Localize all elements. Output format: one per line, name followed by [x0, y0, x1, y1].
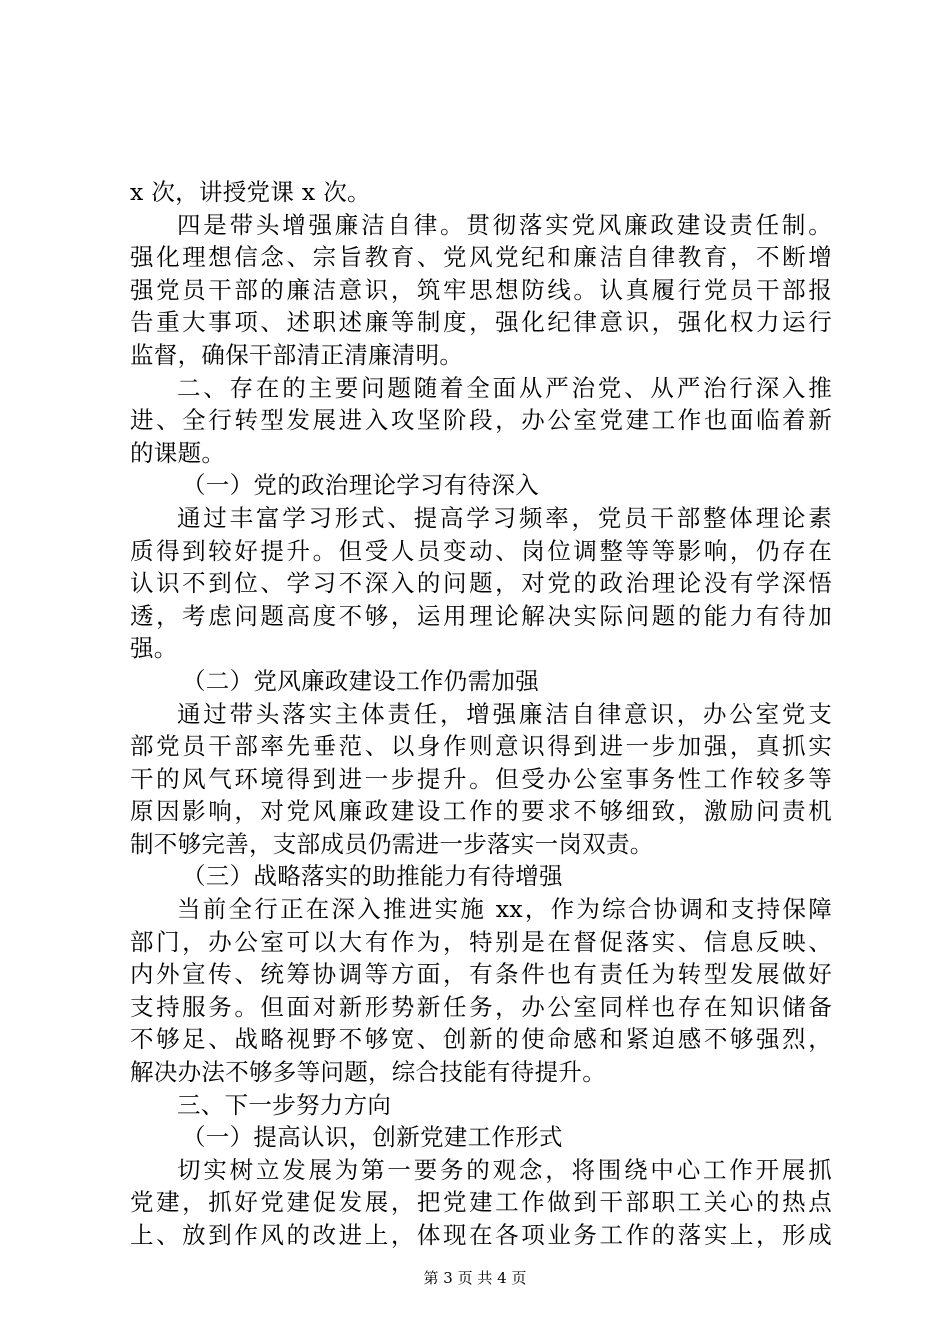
text-line: 不够足、战略视野不够宽、创新的使命感和紧迫感不够强烈，: [130, 1025, 832, 1054]
text-line: 原因影响，对党风廉政建设工作的要求不够细致，激励问责机: [130, 797, 832, 826]
text-line: 的课题。: [130, 438, 226, 467]
subsection-heading: （二）党风廉政建设工作仍需加强: [182, 666, 539, 695]
text-line: 强。: [130, 634, 178, 663]
text-line: 干的风气环境得到进一步提升。但受办公室事务性工作较多等: [130, 764, 832, 793]
subsection-heading: （三）战略落实的助推能力有待增强: [182, 862, 563, 891]
subsection-heading: （一）提高认识，创新党建工作形式: [182, 1123, 563, 1152]
page-footer: 第 3 页 共 4 页: [423, 1269, 527, 1287]
body-text: [130, 176, 832, 1252]
text-line: 告重大事项、述职述廉等制度，强化纪律意识，强化权力运行: [130, 308, 832, 337]
text-line: 强党员干部的廉洁意识，筑牢思想防线。认真履行党员干部报: [130, 275, 832, 304]
text-line: 通过带头落实主体责任，增强廉洁自律意识，办公室党支: [177, 699, 832, 728]
text-line: 监督，确保干部清正清廉清明。: [130, 340, 464, 369]
text-line: 切实树立发展为第一要务的观念，将围绕中心工作开展抓: [177, 1155, 832, 1184]
text-line: 质得到较好提升。但受人员变动、岗位调整等等影响，仍存在: [130, 536, 832, 565]
text-line: 内外宣传、统筹协调等方面，有条件也有责任为转型发展做好: [130, 960, 832, 989]
subsection-heading: （一）党的政治理论学习有待深入: [182, 471, 539, 500]
text-line: 认识不到位、学习不深入的问题，对党的政治理论没有学深悟: [130, 569, 832, 598]
text-line: 党建，抓好党建促发展，把党建工作做到干部职工关心的热点: [130, 1188, 832, 1217]
text-line: x 次，讲授党课 x 次。: [130, 178, 371, 206]
text-line: 透，考虑问题高度不够，运用理论解决实际问题的能力有待加: [130, 601, 832, 630]
text-line: 强化理想信念、宗旨教育、党风党纪和廉洁自律教育，不断增: [130, 243, 832, 272]
text-line: 四是带头增强廉洁自律。贯彻落实党风廉政建设责任制。: [177, 210, 832, 239]
text-line: 部门，办公室可以大有作为，特别是在督促落实、信息反映、: [130, 927, 832, 956]
text-line: 上、放到作风的改进上，体现在各项业务工作的落实上，形成: [130, 1221, 832, 1249]
text-line: 进、全行转型发展进入攻坚阶段，办公室党建工作也面临着新: [130, 406, 832, 435]
text-line: 通过丰富学习形式、提高学习频率，党员干部整体理论素: [177, 503, 832, 532]
text-line: 解决办法不够多等问题，综合技能有待提升。: [130, 1058, 606, 1087]
text-line: 部党员干部率先垂范、以身作则意识得到进一步加强，真抓实: [130, 732, 832, 761]
text-line: 支持服务。但面对新形势新任务，办公室同样也存在知识储备: [130, 992, 832, 1021]
text-line: 当前全行正在深入推进实施 xx，作为综合协调和支持保障: [177, 895, 832, 924]
section-heading: 二、存在的主要问题随着全面从严治党、从严治行深入推: [177, 373, 832, 402]
text-line: 制不够完善，支部成员仍需进一步落实一岗双责。: [130, 829, 654, 858]
section-heading: 三、下一步努力方向: [177, 1090, 392, 1119]
